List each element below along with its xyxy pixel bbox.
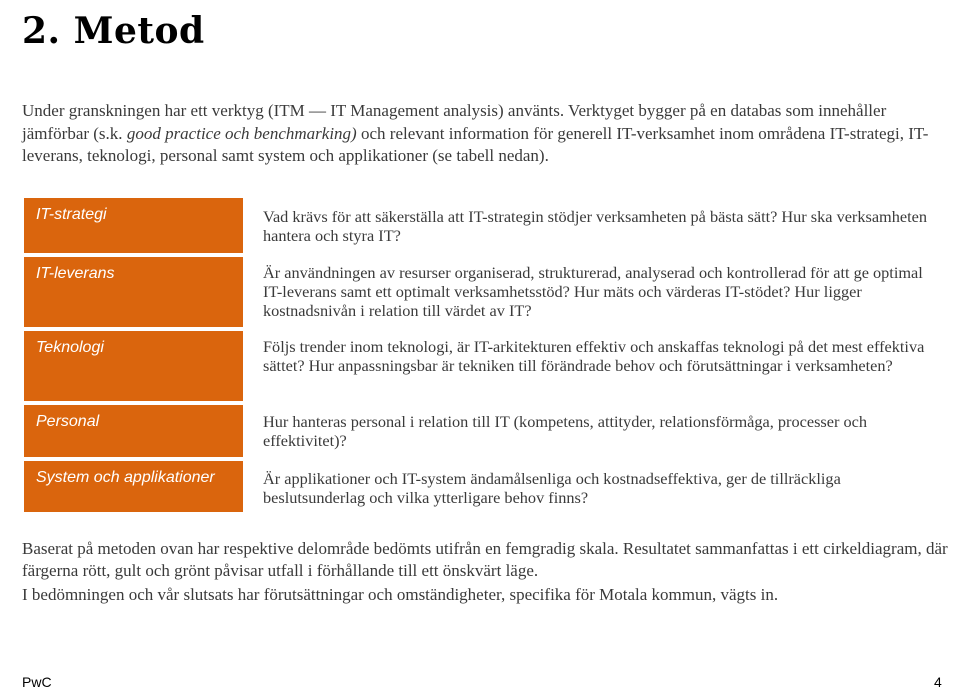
area-box-personal <box>24 405 243 457</box>
assessment-note-paragraph: I bedömningen och vår slutsats har förutsättningar och omständigheter, specifika för Motala kommun, vägts in. <box>22 585 779 604</box>
footer-brand: PwC <box>22 674 52 690</box>
page-title: 2. Metod <box>22 10 205 52</box>
area-question-it-strategi: Vad krävs för att säkerställa att IT-strategin stödjer verksamheten på bästa sätt? Hur ska verksamheten hantera och styra IT? <box>263 207 927 245</box>
method-summary-paragraph: Baserat på metoden ovan har respektive delområde bedömts utifrån en femgradig skala. Resultatet sammanfattas i ett cirkeldiagram, där färgerna rött, gult och grönt påvisar utfall i förhållande till ett önskvärt läge. <box>22 539 948 580</box>
area-label-system-applikationer: System och applikationer <box>36 469 215 486</box>
area-box-it-strategi <box>24 198 243 253</box>
area-label-teknologi: Teknologi <box>36 339 104 356</box>
area-box-teknologi <box>24 331 243 401</box>
area-label-it-leverans: IT-leverans <box>36 265 115 282</box>
intro-text-end: och relevant information för generell IT-verksamhet inom områdena IT-strategi, IT-leverans, teknologi, personal samt system och applikationer (se tabell nedan). <box>22 123 929 165</box>
area-box-it-leverans <box>24 257 243 327</box>
area-label-personal: Personal <box>36 413 100 430</box>
intro-text-start: Under granskningen har ett verktyg (ITM — IT Management analysis) använts. Verktyget bygger på en databas som innehåller jämförbar (s.k. <box>22 101 887 143</box>
area-question-personal: Hur hanteras personal i relation till IT (kompetens, attityder, relationsförmåga, processer och effektivitet)? <box>263 412 867 450</box>
area-box-system-applikationer <box>24 461 243 512</box>
intro-paragraph <box>22 100 947 168</box>
page-number: 4 <box>934 674 942 690</box>
area-label-it-strategi: IT-strategi <box>36 206 107 223</box>
area-question-teknologi: Följs trender inom teknologi, är IT-arkitekturen effektiv och anskaffas teknologi på det mest effektiva sättet? Hur anpassningsbar är tekniken till förändrade behov och förutsättningar i verksamheten? <box>263 337 925 375</box>
area-question-it-leverans: Är användningen av resurser organiserad, strukturerad, analyserad och kontrollerad för att ge optimal IT-leverans samt ett optimalt verksamhetsstöd? Hur mäts och värderas IT-stödet? Hur ligger kostnadsnivån i relation till värdet av IT? <box>263 263 923 320</box>
area-question-system-applikationer: Är applikationer och IT-system ändamålsenliga och kostnadseffektiva, ger de tillräckliga beslutsunderlag och vilka ytterligare behov finns? <box>263 469 841 507</box>
intro-italic-text: good practice och benchmarking) <box>126 123 357 143</box>
